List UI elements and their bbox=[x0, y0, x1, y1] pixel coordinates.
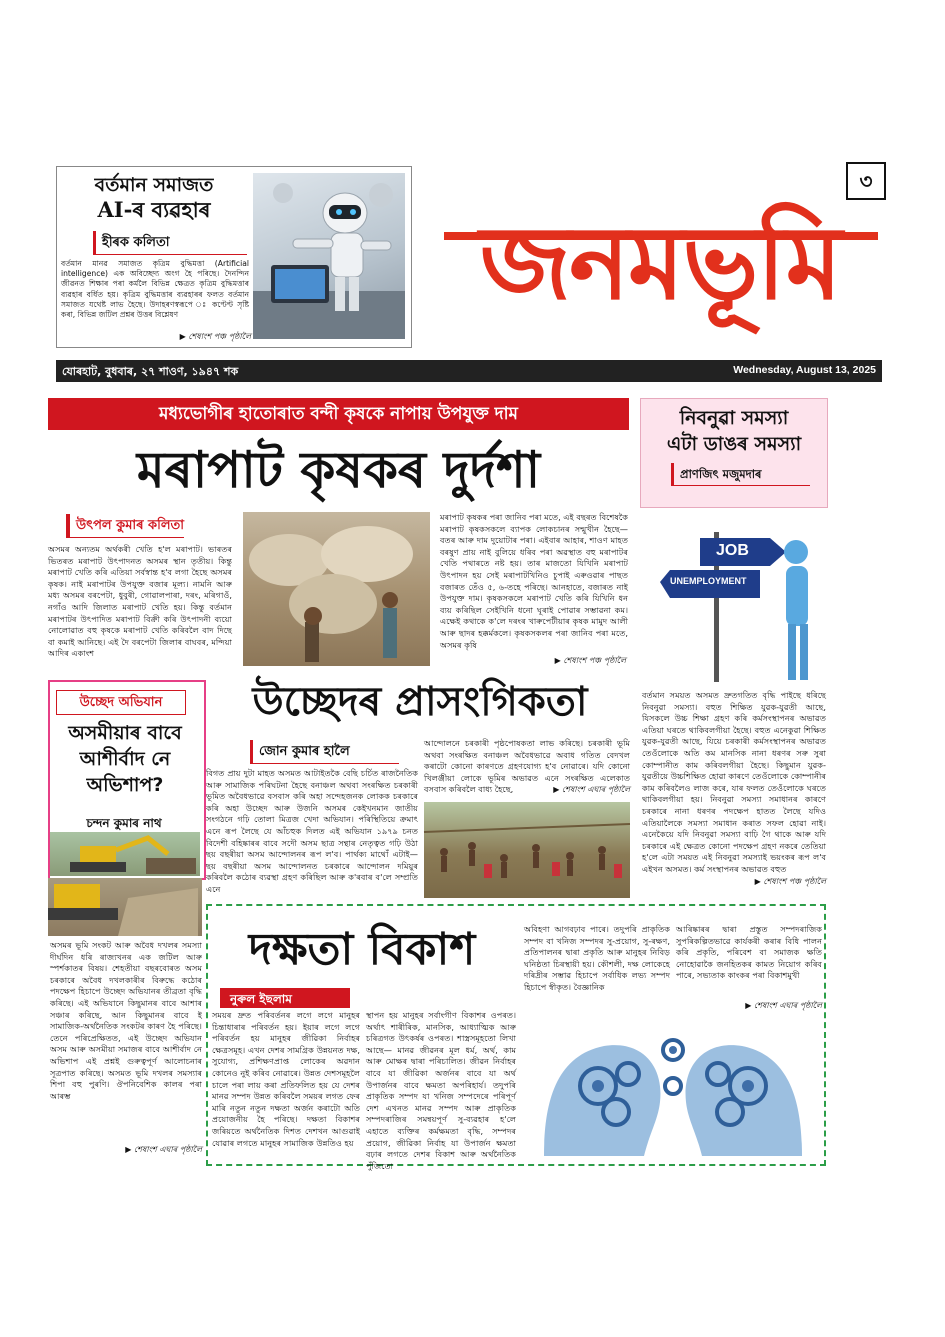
gear-heads-image bbox=[524, 1016, 822, 1162]
continue-arrow-icon: ▶ bbox=[179, 332, 189, 341]
eviction-column-1: বিগত প্ৰায় দুটা মাহত অসমত আটাইতকৈ বেছি চৰ্চিত ৰাজনৈতিক আৰু সামাজিক পৰিঘটনা হৈছে বনাঞ্চল অথবা সংৰক্ষিত চৰকাৰী ভূমিত অবৈধভাৱে বসবাস কৰি অহা সন্দেহজনক লোকক চৰকাৰে কৰি অহা উচ্ছেদ আৰু উজনি অসমৰ কেইখনমান জাতীয় সংগঠনে গঢ়ি তোলা মিত্ৰজ খেদা অভিযান। পৰিস্থিতিয়ে ক্ৰমাৎ এনে ৰূপ লৈছে যে আঁচহুক দিলত এই অভিযান ১৯৭৯ চনত বিদেশী বহিষ্কাৰৰ বাবে সদৌ অসম ছাত্ৰ সন্থাৰ নেতৃত্বত গঢ়ি উঠা ছয় বছৰীয়া অসম আন্দোলনৰ ৰূপ ল'ব। পাৰ্থক্য মাথোঁ এটাই— ছয় বছৰীয়া অসম আন্দোলনত চৰকাৰে আন্দোলন দমিয়ুৰ কৰিবলৈ কঠোৰ ব্যৱস্থা গ্ৰহণ কৰিছিল আৰু ক'ৰবাৰ ব'লে সম্প্ৰতি এনে bbox=[206, 768, 418, 894]
teaser-title-line2: AI-ৰ ব্যৱহাৰ bbox=[97, 197, 211, 222]
skill-column-2: স্থাপন হয় মানুহৰ সৰ্বাংগীণ বিকাশৰ ওপৰত। অৰ্থাৎ শাৰীৰিক, মানসিক, আধ্যাত্মিক আৰু চৰিত্ৰগত উৎকৰ্ষৰ ওপৰত। শাস্ত্ৰসমূহতো লিখা আছে— মানৱ জীৱনৰ মূল ধৰ্ম, অৰ্থ, কাম আৰু মোক্ষৰ দ্বাৰা পৰিচালিত। জীৱন নিৰ্বাহৰ বাবে যা জীৱিকা অৰ্জনৰ বাবে যা অৰ্থ উপাৰ্জনৰ বাবে ক্ষমতা অপৰিহাৰ্য। তদুপৰি প্ৰাকৃতিক সম্পদ যা খনিজ সম্পদেৰে পৰিপূৰ্ণ দেশ এখনত মানৱ সম্পদ আৰু প্ৰাকৃতিক সম্পদৰাজিৰ সমন্বয়পূৰ্ণ সু-ব্যৱহাৰ হ'লে এহাতে ব্যক্তিৰ কৰ্মক্ষমতা বৃদ্ধি, সম্পদৰ প্ৰয়োগ, জীৱিকা নিৰ্বাহ যা উপাৰ্জন ক্ষমতা বঢ়াৰ লগতে দেশৰ বিকাশ আৰু অৰ্থনৈতিক পুঁজিতো bbox=[366, 1010, 516, 1171]
job-sign-image bbox=[640, 512, 826, 686]
page-number: ৩ bbox=[846, 162, 886, 200]
excavator-photo bbox=[50, 832, 200, 876]
teaser-title bbox=[59, 173, 249, 223]
eviction-side-panel bbox=[48, 680, 206, 880]
lead-author: উৎপল কুমাৰ কলিতা bbox=[76, 518, 185, 533]
eviction-continued[interactable]: ▶ শেষাংশ এঘাৰ পৃষ্ঠালৈ bbox=[553, 785, 630, 794]
dateline-english: Wednesday, August 13, 2025 bbox=[733, 364, 876, 376]
continue-arrow-icon: ▶ bbox=[125, 1145, 134, 1154]
robot-image bbox=[253, 173, 405, 339]
robot-illustration bbox=[253, 173, 405, 339]
excavator-photo-lower bbox=[48, 878, 202, 936]
continue-arrow-icon: ▶ bbox=[553, 785, 562, 794]
eviction-side-body: অসমৰ ভূমি সংকট আৰু অবৈধ দখলৰ সমস্যা দীৰ্ঘদিন ধৰি ৰাজ্যখনৰ এক জটিল আৰু স্পৰ্শকাতৰ বিষয়। শেহতীয়া বছৰবোৰত অসম চৰকাৰে অবৈধ দখলকাৰীৰ বিৰুদ্ধে কঠোৰ পদক্ষেপ হিচাপে উচ্ছেদ অভিযানৰ তীব্ৰতা বৃদ্ধি কৰিছে। এই অভিযানে কিছুমানৰ বাবে আশাৰ সঞ্চাৰ কৰিছে, আন কিছুমানৰ বাবে ই সামাজিক-অৰ্থনৈতিক সংকটৰ কাৰণ হৈ পৰিছে। তেনে পৰিপ্ৰেক্ষিতত, এই উচ্ছেদ অভিযান অসম আৰু অসমীয়া সমাজৰ বাবে আশীৰ্বাদ নে অভিশাপ এই প্ৰশ্নই গুৰুত্বপূৰ্ণ আলোচনাৰ সূত্ৰপাত কৰিছে। অসমত ভূমি দখলৰ সমস্যাৰ শিপা বহু পুৰণি। ঔপনিবেশিক কালৰ পৰা আৰম্ভ bbox=[50, 940, 202, 1101]
unemployment-author: প্ৰাণজিৎ মজুমদাৰ bbox=[680, 467, 762, 481]
lead-headline: মৰাপাট কৃষকৰ দুৰ্দশা bbox=[136, 440, 541, 499]
skill-continued[interactable]: ▶ শেষাংশ এঘাৰ পৃষ্ঠালৈ bbox=[745, 1001, 822, 1010]
jute-photo bbox=[243, 512, 430, 666]
eviction-headline: উচ্ছেদৰ প্ৰাসংগিকতা bbox=[252, 678, 588, 725]
gear-heads-illustration bbox=[524, 1016, 822, 1162]
teaser-title-line1: বৰ্তমান সমাজত bbox=[94, 174, 214, 196]
eviction-side-author: চন্দন কুমাৰ নাথ bbox=[86, 816, 162, 830]
dateline-local: যোৰহাট, বুধবাৰ, ২৭ শাওণ, ১৯৪৭ শক bbox=[62, 365, 239, 378]
unemployment-title-line1: নিবনুৱা সমস্যা bbox=[679, 407, 789, 429]
unemployment-panel bbox=[640, 398, 828, 508]
masthead-logo bbox=[426, 188, 894, 338]
debris-illustration bbox=[48, 878, 202, 936]
masthead-name: জনমভূমি bbox=[479, 203, 841, 323]
unemployment-byline bbox=[671, 463, 810, 486]
jute-bundles-illustration bbox=[243, 512, 430, 666]
skill-byline-tag bbox=[220, 988, 350, 1008]
eviction-side-title: অসমীয়াৰ বাবে আশীৰ্বাদ নে অভিশাপ? bbox=[68, 722, 182, 796]
eviction-author: জোন কুমাৰ হালৈ bbox=[259, 744, 350, 759]
lead-continued[interactable]: ▶ শেষাংশ পঞ্চ পৃষ্ঠালৈ bbox=[554, 656, 626, 665]
date-bar bbox=[56, 360, 882, 382]
job-sign-text: JOB bbox=[716, 542, 749, 559]
unemployment-title-line2: এটা ডাঙৰ সমস্যা bbox=[666, 433, 802, 455]
teaser-box[interactable] bbox=[56, 166, 412, 348]
unemployment-sign-text: UNEMPLOYMENT bbox=[670, 576, 747, 586]
skill-author: নুৰুল ইছলাম bbox=[230, 992, 292, 1006]
eviction-crowd-photo bbox=[424, 802, 630, 898]
teaser-continued[interactable]: ▶ শেষাংশ পঞ্চ পৃষ্ঠালৈ bbox=[179, 332, 251, 341]
eviction-column-2: আন্দোলনে চৰকাৰী পৃষ্ঠপোষকতা লাভ কৰিছে। চৰকাৰী ভূমি অথবা সংৰক্ষিত বনাঞ্চল অবৈধভাৱে অবাধ গতিত বেদখল কৰাটো কোনো কাৰণতে গ্ৰহণযোগ্য হ'ব নোৱাৰে। যদি কোনো খিলঞ্জীয়া লোকে ভূমিৰ অভাৱত এনে সংৰক্ষিত এলেকাত বসবাস কৰিবলৈ বাধ্য হৈছে, bbox=[424, 738, 630, 795]
eviction-byline bbox=[250, 740, 399, 764]
job-signpost-illustration bbox=[640, 512, 826, 686]
skill-column-3: অবিহণা আগবঢ়াব পাৰে। তদুপৰি প্ৰাকৃতিক সম্পদ বা খনিজ সম্পদৰ সু-প্ৰয়োগ, সু-ৰক্ষণ, প্ৰতিপালনৰ দ্বাৰা প্ৰকৃতি আৰু মানুহৰ নিবিড় ঘনিষ্ঠতা চিৰস্থায়ী হয়। কৌশলী, দক্ষ লোকেহে দৰিদ্ৰীৰ সম্ভাৱ হিচাপে সৰ্বাধিক লভ্য সম্পদ হিচাপে স্বীকৃত। বৈজ্ঞানিক bbox=[524, 924, 670, 992]
skill-column-1: সময়ৰ দ্ৰুত পৰিবৰ্তনৰ লগে লগে মানুহৰ চিন্তাধাৰাৰ পৰিবৰ্তন হয়। ইয়াৰ লগে লগে পৰিবৰ্তন হয় মানুহৰ জীৱিকা নিৰ্বাহৰ ক্ষেত্ৰসমূহ। এখন দেশৰ সামগ্ৰিক উন্নয়নত দক্ষ, সুযোগ্য, প্ৰশিক্ষণপ্ৰাপ্ত লোকেৰ অৱদান কোনেও নুই কৰিব নোৱাৰে। উন্নত দেশসমূহলৈ চালে পৰা লায় কৰা প্ৰতিফলিত হয় যে দেশৰ মানৱ সম্পদ উন্নত কৰিবলৈ সময়ৰ লগত ফেৰ মাৰি নতুন নতুন দক্ষতা অৰ্জন কৰাটো অতি প্ৰয়োজনীয় হৈ পৰিছে। দক্ষতা বিকাশৰ জৰিয়তে অৰ্থনৈতিক দিশত দেশখন আগুৱাই যোৱাৰ লগতে মানুহৰ সামাজিক উন্নতিও হয় bbox=[212, 1010, 360, 1148]
continue-arrow-icon: ▶ bbox=[745, 1001, 754, 1010]
lead-byline bbox=[66, 514, 184, 538]
teaser-body-text: বৰ্তমান মানৱ সমাজত কৃত্ৰিম বুদ্ধিমত্তা (Artificial intelligence) এক অবিচ্ছেদ্য অংগ হৈ পৰিছে। দৈনন্দিন জীৱনত শিক্ষাৰ পৰা কৰ্মলৈ বিভিন্ন ক্ষেত্ৰত কৃত্ৰিম বুদ্ধিমত্তাৰ ব্যৱহাৰ বৰ্ধিত হয়। কৃত্ৰিম বুদ্ধিমত্তাৰ ব্যৱহাৰৰ ফলত বৰ্তমান সমাজত যথেষ্ট লাভ হৈছে। উদাহৰণস্বৰূপে ঃ কণ্টেণ্ট সৃষ্টি কৰা, বিভিন্ন জটিল প্ৰশ্নৰ উত্তৰ বিশ্লেষণ bbox=[61, 259, 249, 320]
eviction-side-continued[interactable]: ▶ শেষাংশ এঘাৰ পৃষ্ঠালৈ bbox=[125, 1145, 202, 1154]
teaser-author bbox=[93, 231, 247, 255]
lead-column-1: অসমৰ অন্যতম অৰ্থকৰী খেতি হ'ল মৰাপাট। ভাৰতৰ ভিতৰত মৰাপাট উৎপাদনত অসমৰ স্থান তৃতীয়। কিন্তু মৰাপাট খেতি কৰি এতিয়া সৰ্বস্বান্ত হ'ব লগা হৈছে অসমৰ কৃষক। নাই মৰাপাটৰ উপযুক্ত বজাৰ মূল্য। নামনি আৰু মধ্য অসমৰ বৰপেটা, ধুবুৰী, গোৱালপাৰা, দৰং, মৰিগাওঁ, নগাঁও আদি জিলাত মৰাপাট খেতি হয়। কিন্তু বৰ্তমান মৰাপাটৰ উৎপাদিত মৰাপাট বিক্ৰী কৰি উৎপাদনী ব্যয়ো নোলোৱাত বহু কৃষকে মৰাপাট খেতি কৰিবলৈ বাদ দিছে বা কমাই আনিছে। এই দৈ বৰপেটা জিলাৰ বাঘবৰ, মন্দিয়া আদিৰ একাংশ bbox=[48, 544, 232, 659]
unemployment-continued[interactable]: ▶ শেষাংশ পঞ্চ পৃষ্ঠালৈ bbox=[754, 877, 826, 886]
skill-column-4: আৰিষ্কাৰৰ দ্বাৰা প্ৰস্তুত সম্পদৰাজিক সুপৰিকল্পিতভাৱে কাৰ্যকৰী কৰাৰ বিধি পালন কৰি প্ৰকৃতি, পৰিবেশ বা সমাজক ক্ষতি নোহোৱাকৈ জনহিতকৰ কামত নিয়োগ কৰিব পাৰে, সভ্যতাক কাংকৰ পৰা বিকাশমুখী bbox=[676, 924, 822, 981]
continue-arrow-icon: ▶ bbox=[554, 656, 564, 665]
continue-arrow-icon: ▶ bbox=[754, 877, 764, 886]
skill-headline: দক্ষতা বিকাশ bbox=[248, 924, 476, 975]
teaser-body bbox=[61, 259, 249, 331]
lead-kicker: মধ্যভোগীৰ হাতোৰাত বন্দী কৃষকে নাপায় উপযুক্ত দাম bbox=[159, 404, 518, 424]
excavator-illustration bbox=[50, 832, 200, 876]
teaser-author-name: হীৰক কলিতা bbox=[102, 235, 170, 250]
crowd-illustration bbox=[424, 802, 630, 898]
eviction-side-label: উচ্ছেদ অভিযান bbox=[79, 695, 163, 710]
lead-kicker-banner bbox=[48, 398, 629, 430]
eviction-side-label-box bbox=[56, 690, 186, 715]
lead-column-2: মৰাপাট কৃষকৰ পৰা জানিব পৰা মতে, এই বছৰত বিশেষকৈ মৰাপাট কৃষকসকলে ব্যাপক লোকচানৰ সন্মুখীন হৈছে— বতৰ আৰু দাম দুয়োটাৰ পৰা। এইবাৰ আহাৰ, শাওণ মাহত বৰষুণ প্ৰায় নাই বুলিয়ে ধৰিব পৰা অৱস্থাত বহু মৰাপাটৰ খেতি পথাৰতে নষ্ট হয়। তাৰ মাজতো যিখিনি মৰাপাট উৎপাদন হয় সেই মৰাপাটখিনিও চুপাই এৰুওৱাৰ পাছত বজাৰত তেঁও ৫, ৬-তহে পৰিছে। আনহাতে, বজাৰত নাই উপযুক্ত দাম। কৃষকসকলে মৰাপাট খেতি কৰি যিখিনি ধন ব্যয় কৰিছিল সেইখিনি ধনো ঘূৰাই পোৱাৰ সম্ভাৱনা কম। এক্ষেই কথাকে ক'লে দৰংৰ খাৰুপেটীয়াৰ কৃষক মামুদ আলী আৰু ছাদৰ হক্কৰ্মকলে। কৃষকসকলৰ পৰা জানিব পৰা মতে, অসমৰ কৃষি bbox=[440, 512, 628, 650]
unemployment-body: বৰ্তমান সময়ত অসমত দ্ৰুতগতিত বৃদ্ধি পাইছে ধৰিছে নিবনুৱা সমস্যা। বহুত শিক্ষিত যুৱক-যুৱতী আছে, যিসকলে উচ্চ শিক্ষা গ্ৰহণ কৰি কৰ্মসংস্থাপনৰ অভাৱত এতিয়া ঘৰতে থাকিবলগীয়া হৈছে। বহুত এনেকুৱা শিক্ষিত যুৱক-যুৱতী আছে, যিয়ে চৰকাৰী কৰ্মসংস্থাপনৰ অভাৱত তেওঁলোকে অতি কম মানসিক নানা ধৰণৰ সৰু সুৰা কোম্পানীত কাম কৰিবলগীয়া হৈছে। কিছুমান যুৱক-যুৱতীয়ে উচ্চশিক্ষিত হোৱা কাৰণে তেওঁলোকে কোম্পানীৰ কাম কৰিবলৈও লাজ কৰে, যাৰ ফলত তেওঁলোকে ঘৰতে থাকিবলগীয়া হয়। নিবনুৱা সমস্যা সমাধানৰ কাৰণে চৰকাৰে নানা ধৰণৰ পদক্ষেপ হাতত লৈছে যদিও এতিয়ালৈকে সমস্যা সমাধান কৰাত সফল হোৱা নাই। এনেকৈয়ে যদি নিবনুৱা সমস্যা বাঢ়ি গৈ থাকে আৰু যদি চৰকাৰে এই ক্ষেত্ৰত কোনো পদক্ষেপ গ্ৰহণ নকৰে তেতিয়া হ'লে এটা সময়ত এই নিবনুৱা সমস্যাই ভয়ংকৰ ৰূপ ল'ব এইখন অসমত। কৰ্ম সংস্থাপনৰ অভাৱত বহুত bbox=[642, 690, 826, 874]
